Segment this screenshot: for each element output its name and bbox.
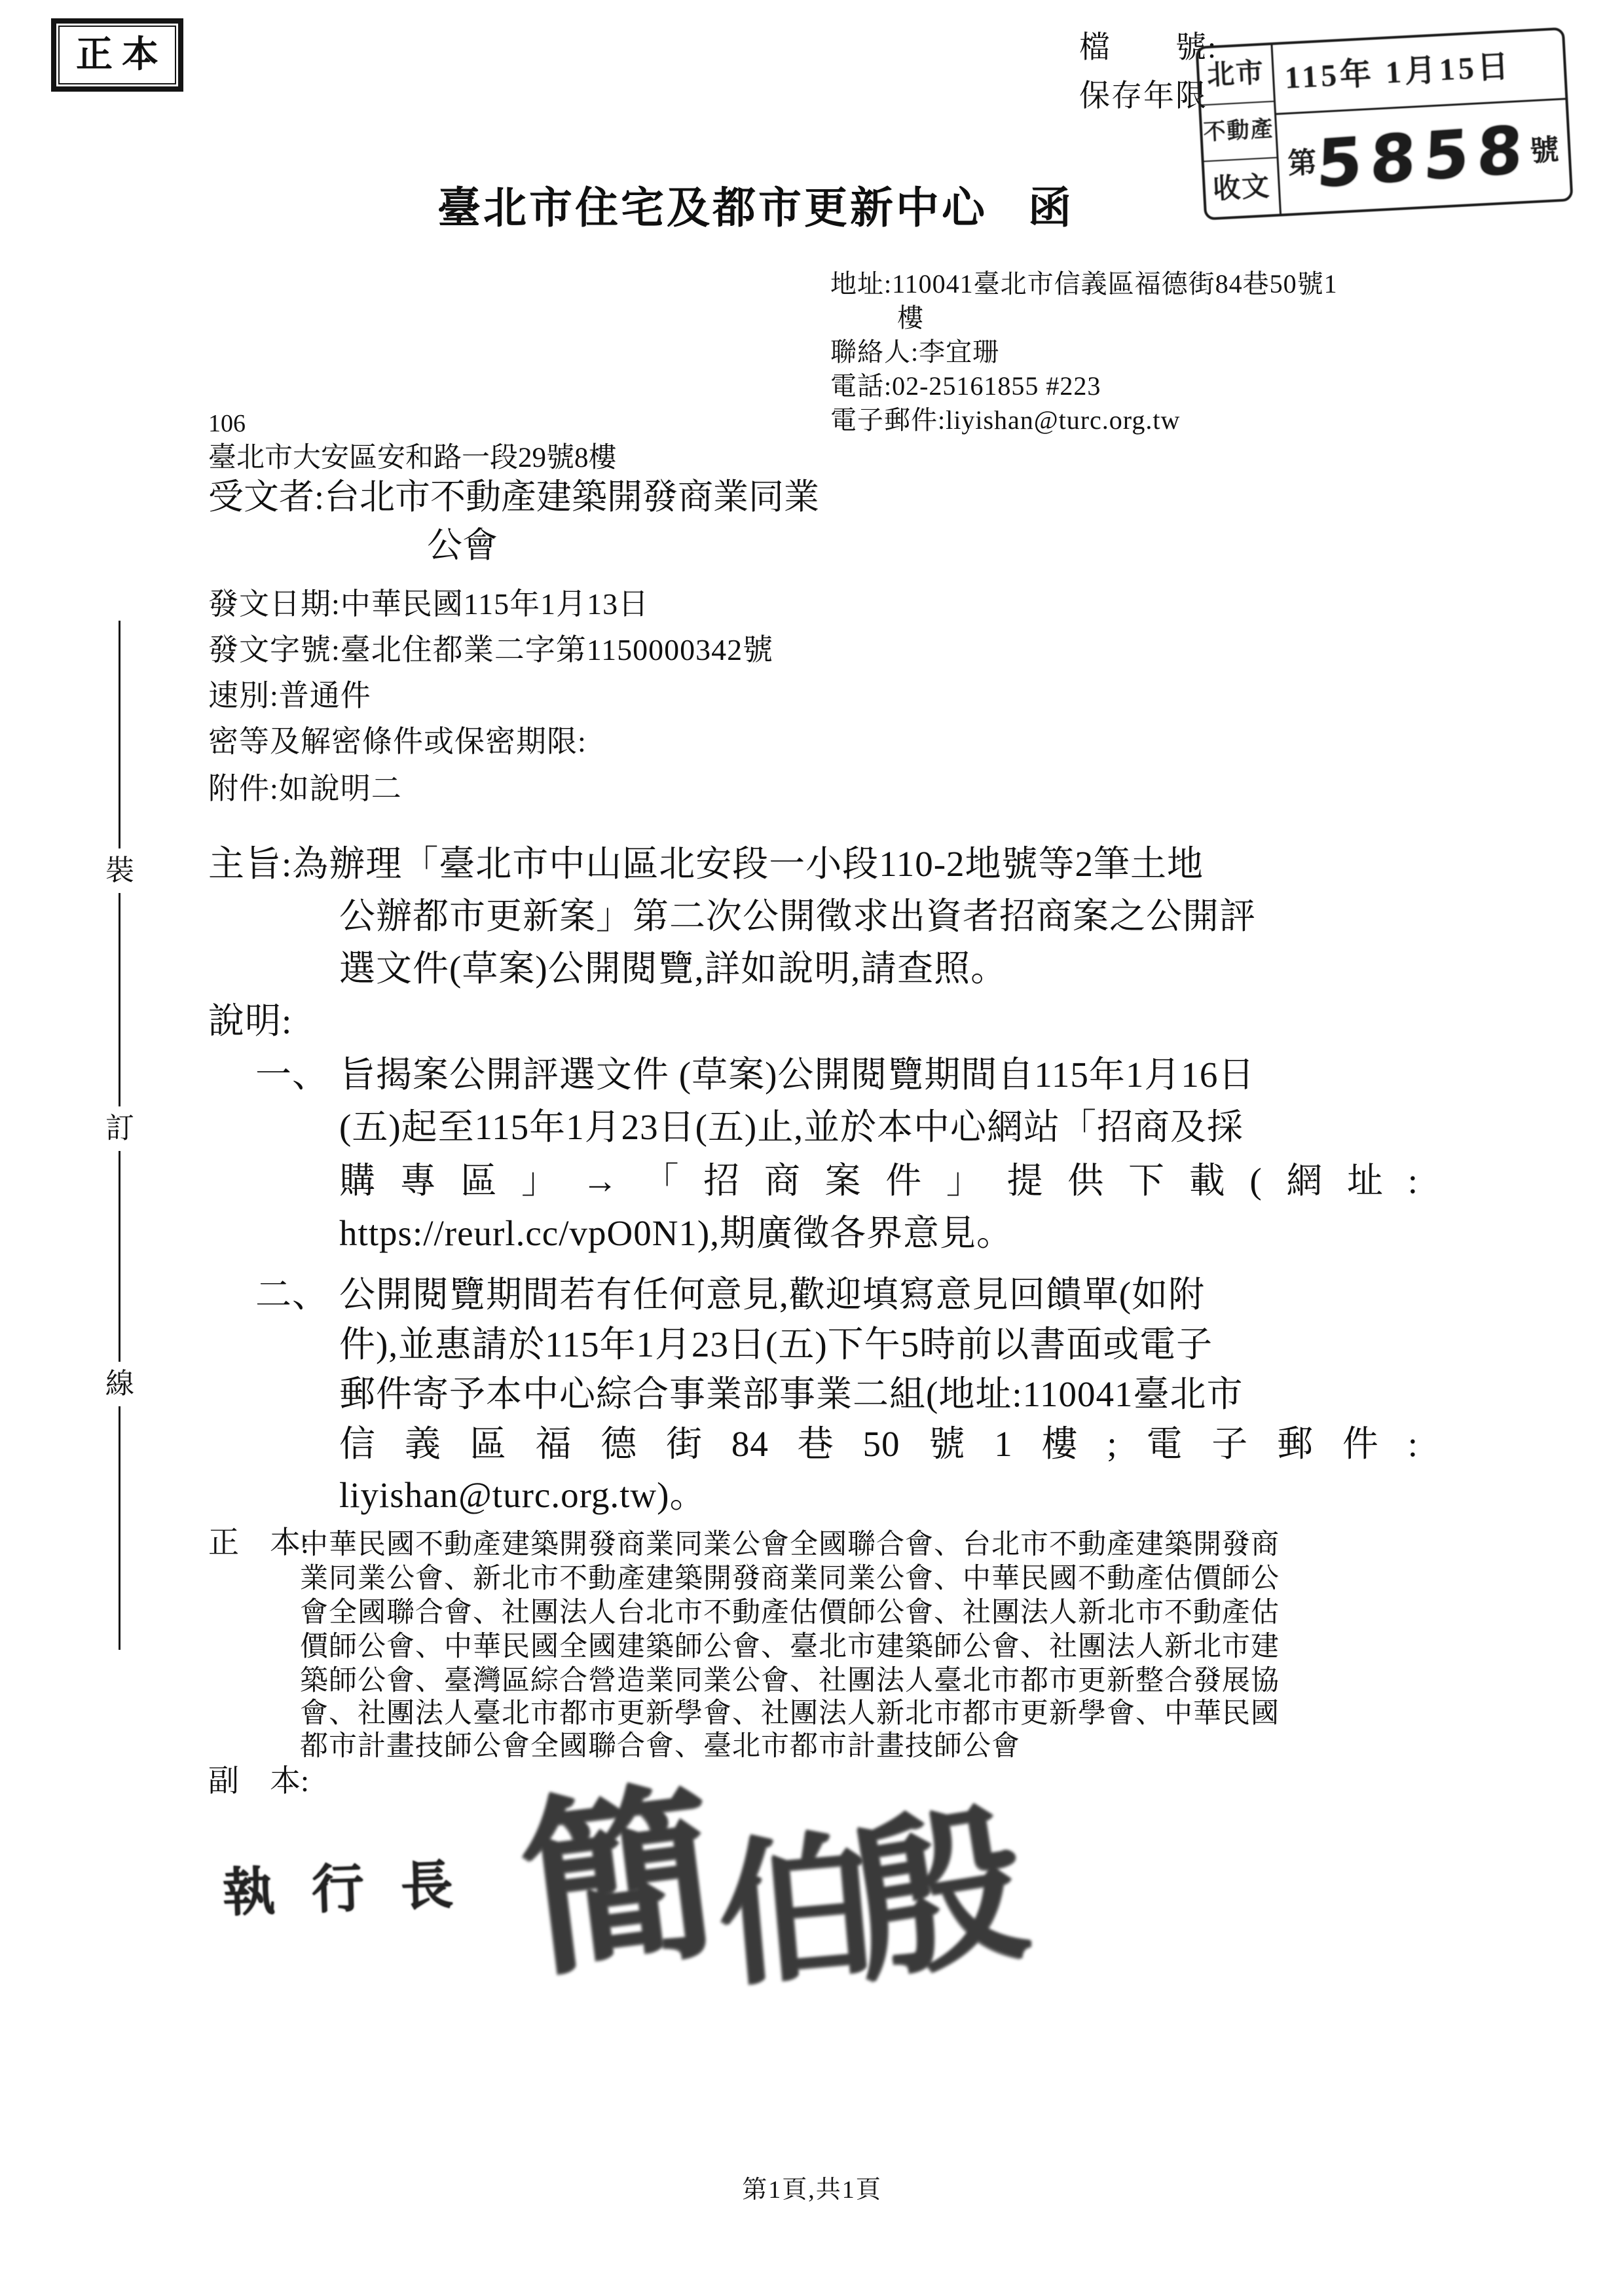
receipt-stamp-unit-mid: 不動產 [1201, 100, 1276, 162]
signature-handwriting: 簡 [513, 1767, 728, 1999]
receipt-stamp-unit-top: 北市 [1206, 58, 1266, 92]
sender-address-line2: 樓 [897, 303, 924, 333]
original-recipients-line: 價師公會、中華民國全國建築師公會、臺北市建築師公會、社團法人新北市建 [300, 1631, 1280, 1662]
recipient-line: 受文者:台北市不動產建築開發商業同業 [208, 477, 820, 517]
sender-phone: 電話:02-25161855 #223 [830, 371, 1101, 401]
recipient-line-wrap: 公會 [427, 526, 498, 565]
sender-contact: 聯絡人:李宜珊 [830, 337, 1000, 367]
security-row: 密等及解密條件或保密期限: [208, 725, 587, 758]
binding-mark: 線 [97, 1362, 143, 1406]
sender-address-line1: 地址:110041臺北市信義區福德街84巷50號1 [830, 269, 1338, 299]
description-item2-line: liyishan@turc.org.tw)。 [339, 1475, 707, 1515]
description-item1-line: (五)起至115年1月23日(五)止,並於本中心網站「招商及採 [339, 1107, 1244, 1147]
item2-number: 二、 [255, 1275, 329, 1315]
original-recipients-line: 業同業公會、新北市不動產建築開發商業同業公會、中華民國不動產估價師公 [300, 1563, 1280, 1594]
receipt-stamp-number-prefix: 第 [1287, 146, 1318, 180]
description-item1-line: 購專區」→「招商案件」提供下載(網址: [339, 1161, 1418, 1201]
binding-mark: 裝 [97, 848, 143, 893]
original-recipients-line: 都市計畫技師公會全國聯合會、臺北市都市計畫技師公會 [300, 1731, 1020, 1762]
original-copy-stamp-box [51, 18, 183, 92]
attachment-row: 附件:如說明二 [208, 772, 402, 805]
receipt-stamp-body [1272, 30, 1570, 214]
priority-row: 速別:普通件 [208, 679, 371, 712]
subject-line: 選文件(草案)公開閱覽,詳如說明,請查照。 [339, 949, 1008, 989]
receipt-stamp-unit-column [1198, 45, 1282, 218]
item2-text: 公開閱覽期間若有任何意見,歡迎填寫意見回饋單(如附 [339, 1275, 1206, 1315]
receipt-stamp-number-suffix: 號 [1529, 133, 1560, 167]
file-number-label: 檔 號: [1079, 31, 1218, 65]
original-copy-label: 正本 [76, 35, 168, 75]
binding-mark: 訂 [97, 1106, 143, 1151]
receipt-stamp-unit-bottom: 收文 [1212, 171, 1272, 205]
description-item1-line [255, 1057, 1255, 1093]
original-recipients-line: 中華民國不動產建築開發商業同業公會全國聯合會、台北市不動產建築開發商 [300, 1529, 1280, 1560]
recipient-zip: 106 [208, 410, 246, 437]
retention-period-label: 保存年限 [1079, 79, 1208, 113]
sender-email: 電子郵件:liyishan@turc.org.tw [830, 405, 1181, 435]
description-item2-line: 郵件寄予本中心綜合事業部事業二組(地址:110041臺北市 [339, 1374, 1244, 1414]
page-number: 第1頁,共1頁 [742, 2176, 882, 2204]
original-recipients-line: 築師公會、臺灣區綜合營造業同業公會、社團法人臺北市都市更新整合發展協 [300, 1666, 1280, 1696]
document-type: 函 [1028, 185, 1074, 232]
issuing-org-name: 臺北市住宅及都市更新中心 [437, 185, 987, 232]
description-item2-line [255, 1277, 1205, 1313]
item1-text: 旨揭案公開評選文件 (草案)公開閱覽期間自115年1月16日 [339, 1055, 1255, 1095]
receipt-stamp [1195, 27, 1573, 220]
signer-title: 執行長 [221, 1855, 491, 1923]
signature-handwriting: 殷 [838, 1788, 1039, 2003]
description-heading: 說明: [208, 1001, 293, 1041]
item1-number: 一、 [255, 1055, 329, 1095]
original-recipients-line: 會、社團法人臺北市都市更新學會、社團法人新北市都市更新學會、中華民國 [300, 1698, 1280, 1729]
receipt-stamp-date: 115年 1月15日 [1272, 30, 1565, 115]
issue-date-row: 發文日期:中華民國115年1月13日 [208, 587, 650, 621]
description-item2-line: 信義區福德街84巷50號1樓;電子郵件: [339, 1424, 1418, 1464]
original-recipients-line: 會全國聯合會、社團法人台北市不動產估價師公會、社團法人新北市不動產估 [300, 1597, 1280, 1628]
recipient-address: 臺北市大安區安和路一段29號8樓 [208, 443, 617, 473]
description-item2-line: 件),並惠請於115年1月23日(五)下午5時前以書面或電子 [339, 1324, 1213, 1364]
receipt-stamp-number: 5858 [1315, 110, 1532, 203]
subject-line: 公辦都市更新案」第二次公開徵求出資者招商案之公開評 [339, 896, 1257, 936]
original-recipients-label: 正 本: [208, 1526, 310, 1560]
signature-handwriting: 伯 [711, 1819, 882, 2005]
subject-line: 主旨:為辦理「臺北市中山區北安段一小段110-2地號等2筆土地 [208, 844, 1204, 884]
description-item1-line: https://reurl.cc/vpO0N1),期廣徵各界意見。 [339, 1213, 1013, 1253]
receipt-stamp-number-row [1276, 100, 1571, 213]
document-title [437, 187, 1074, 230]
doc-number-row: 發文字號:臺北住都業二字第1150000342號 [208, 633, 774, 666]
copy-recipients-label: 副 本: [208, 1764, 310, 1798]
